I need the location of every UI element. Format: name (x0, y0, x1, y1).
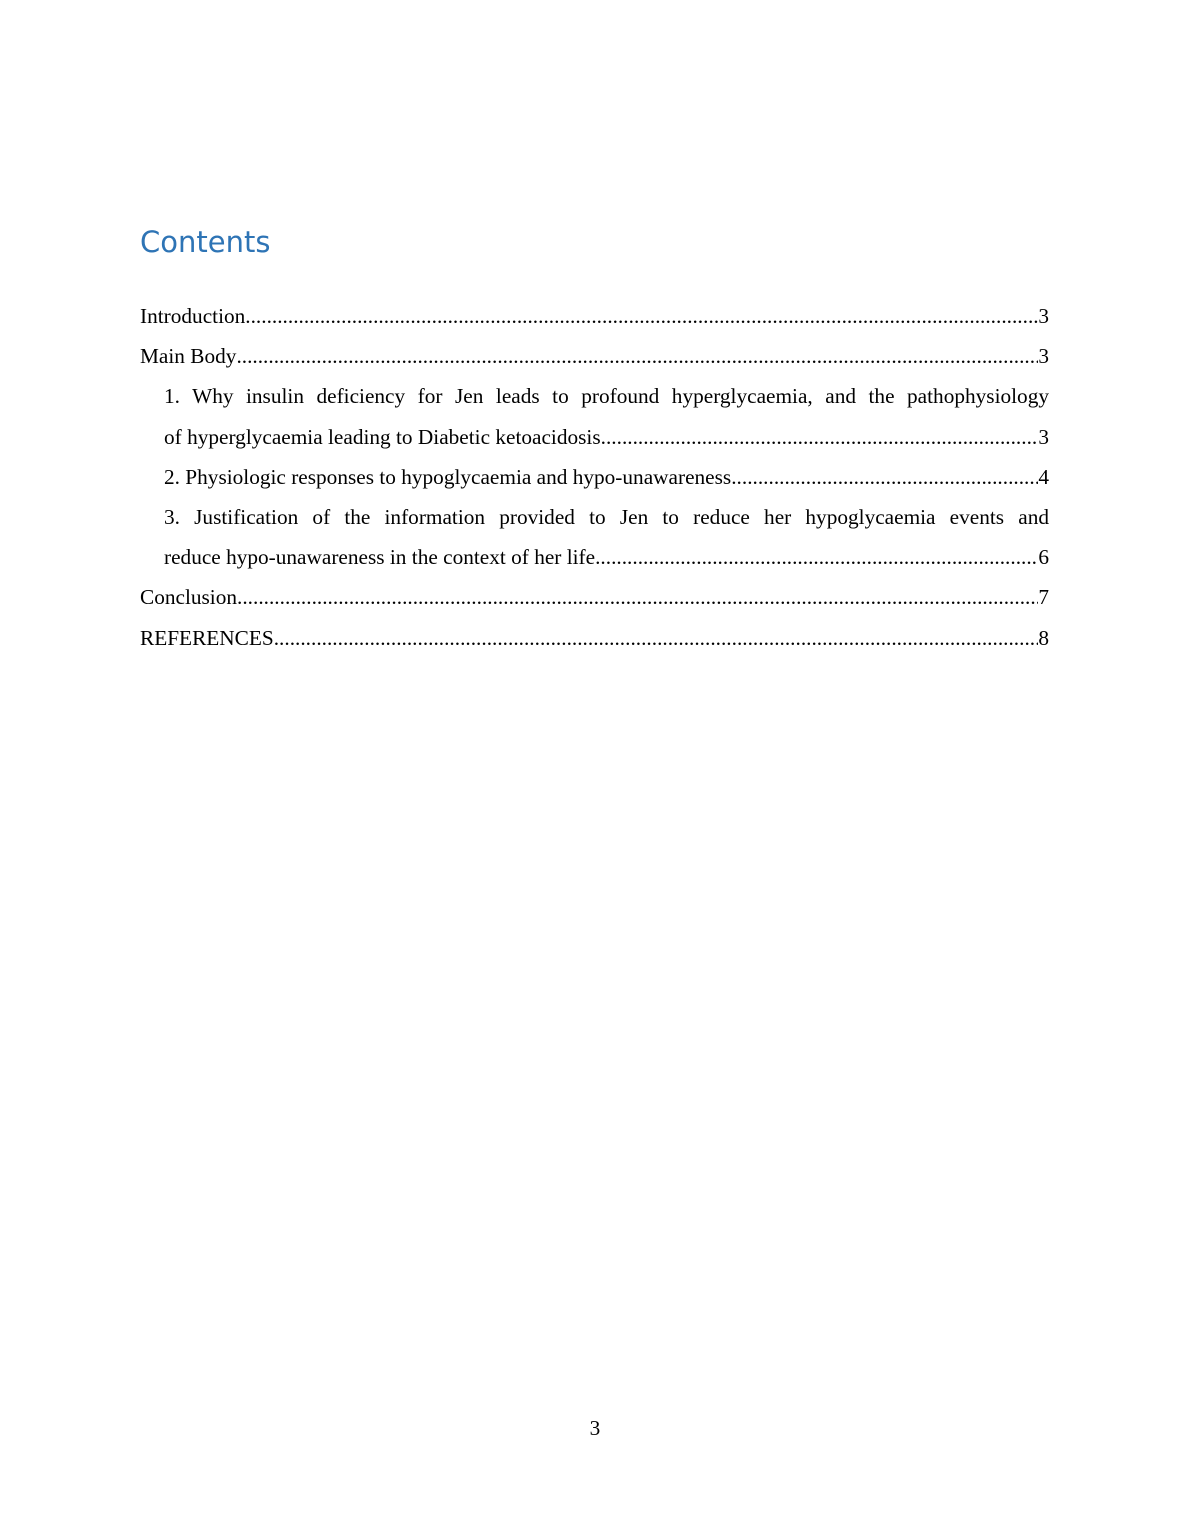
dot-leader (274, 618, 1039, 658)
contents-heading: Contents (140, 225, 271, 259)
dot-leader (245, 296, 1038, 336)
toc-entry-title-line: 3. Justification of the information provided to Jen to reduce her hypoglycaemia events and (164, 505, 1049, 530)
toc-entry-title-line: reduce hypo-unawareness in the context of her life (164, 545, 596, 570)
table-of-contents (140, 296, 1049, 658)
toc-entry-main-body[interactable] (140, 336, 1049, 376)
toc-page-number: 4 (1038, 464, 1049, 489)
toc-entry-title: 2. Physiologic responses to hypoglycaemia and hypo-unawareness (164, 464, 732, 489)
toc-entry-physiologic-responses[interactable] (140, 457, 1049, 497)
toc-entry-conclusion[interactable] (140, 577, 1049, 617)
toc-entry-title-line: 1. Why insulin deficiency for Jen leads to profound hyperglycaemia, and the pathophysiology (164, 384, 1049, 409)
toc-page-number: 6 (1038, 545, 1049, 570)
dot-leader (236, 336, 1038, 376)
toc-entry-title-line: of hyperglycaemia leading to Diabetic ketoacidosis (164, 424, 601, 449)
toc-entry-introduction[interactable] (140, 296, 1049, 336)
footer-page-number: 3 (589, 1416, 601, 1440)
toc-page-number: 7 (1038, 585, 1049, 610)
toc-entry-title: Conclusion (140, 585, 238, 610)
dot-leader (731, 457, 1038, 497)
toc-page-number: 3 (1038, 424, 1049, 449)
toc-entry-justification[interactable] (140, 497, 1049, 577)
dot-leader (595, 537, 1038, 577)
toc-entry-title: Main Body (140, 344, 237, 369)
toc-page-number: 3 (1038, 304, 1049, 328)
toc-entry-references[interactable] (140, 618, 1049, 658)
toc-entry-insulin-deficiency[interactable] (140, 376, 1049, 456)
toc-entry-title: Introduction (140, 304, 246, 328)
toc-entry-title: REFERENCES (140, 625, 274, 650)
toc-page-number: 8 (1038, 625, 1049, 650)
dot-leader (601, 417, 1039, 457)
dot-leader (237, 577, 1038, 617)
toc-page-number: 3 (1038, 344, 1049, 369)
